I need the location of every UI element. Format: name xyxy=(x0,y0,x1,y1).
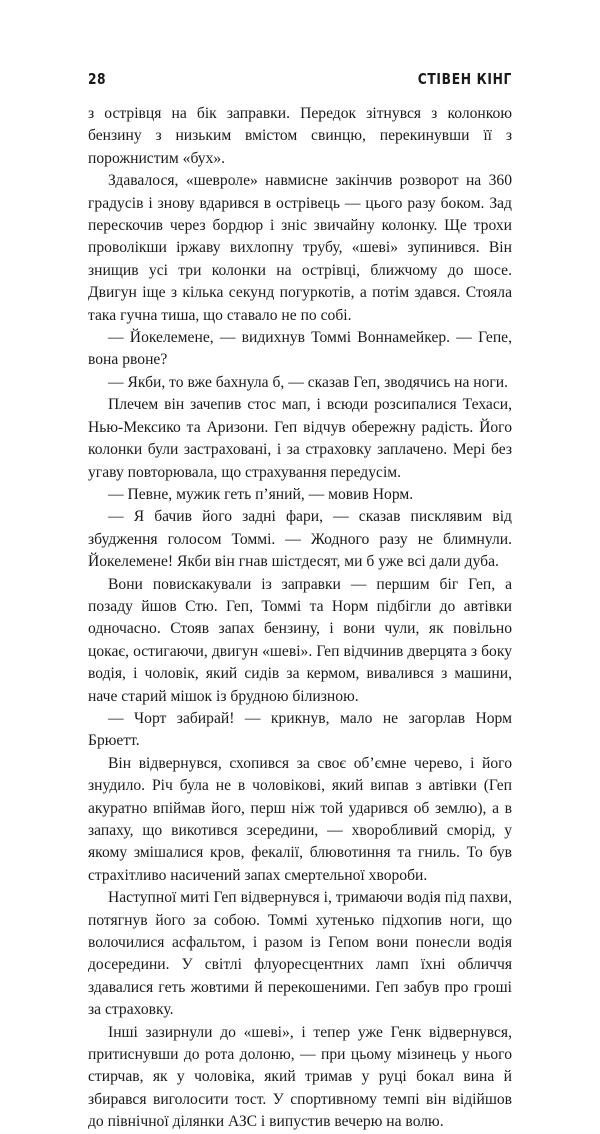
dialogue-line-3: — Певне, мужик геть п’яний, — мовив Норм. xyxy=(108,485,414,503)
dialogue-line-2: — Якби, то вже бахнула б, — сказав Геп, зводячись на ноги. xyxy=(108,373,509,391)
paragraph-1: з острівця на бік заправки. Передок зітнувся з колонкою бензину з низьким вмістом свинцю, перекинувши її з порожнистим «бух». xyxy=(88,105,512,167)
page-number: 28 xyxy=(88,70,106,88)
paragraph-4: Вони повискакували із заправки — першим біг Геп, а позаду йшов Стю. Геп, Томмі та Норм підбігли до автівки одночасно. Стояв запах бензину, і вони чули, як повільно цокає, остигаючи, двигун «шеві». Геп відчинив дверцята з боку водія, і чоловік, який сидів за кермом, вивалився з машини, наче старий мішок із брудною білизною. xyxy=(88,575,512,705)
running-head-author: СТІВЕН КІНГ xyxy=(417,70,512,88)
dialogue-line-5: — Чорт забирай! — крикнув, мало не загорлав Норм Брюетт. xyxy=(88,709,512,750)
paragraph-6: Наступної миті Геп відвернувся і, тримаючи водія під пахви, потягнув його за собою. Томмі хутенько підхопив ноги, що волочилися асфальтом, і разом із Гепом вони понесли водія досередини. У світлі флуоресцентних ламп їхні обличчя здавалися геть жовтими й перекошеними. Геп забув про гроші за страховку. xyxy=(88,889,512,1019)
dialogue-line-1: — Йокелемене, — видихнув Томмі Воннамейкер. — Гепе, вона рвоне? xyxy=(88,329,512,369)
dialogue-line-4: — Я бачив його задні фари, — сказав писклявим від збудження голосом Томмі. — Жодного разу не блимнули. Йокелемене! Якби він гнав шістдесят, ми б уже всі дали дуба. xyxy=(88,508,512,571)
page-body xyxy=(88,103,512,1134)
paragraph-2: Здавалося, «шевроле» навмисне закінчив розворот на 360 градусів і знову вдарився в острівець — цього разу боком. Зад перескочив через бордюр і зніс звичайну колонку. Ще трохи проволікши іржаву вихлопну трубу, «шеві» зупинився. Він знищив усі три колонки на острівці, ближчому до шосе. Двигун іще з кілька секунд погуркотів, а потім здався. Стояла така гучна тиша, що ставало не по собі. xyxy=(88,172,512,324)
paragraph-7: Інші зазирнули до «шеві», і тепер уже Генк відвернувся, притиснувши до рота долоню, — при цьому мізинець у нього стирчав, як у чоловіка, який тримав у руці бокал вина й збирався виголосити тост. У спортивному темпі він відійшов до північної ділянки АЗС і випустив вечерю на волю. xyxy=(88,1023,512,1131)
running-header xyxy=(88,70,512,92)
paragraph-5: Він відвернувся, схопився за своє об’ємне черево, і його знудило. Річ була не в чоловікові, який випав з автівки (Геп акуратно впіймав його, перш ніж той ударився об землю), а в запаху, що викотився зсередини, — хворобливий сморід, у якому змішалися кров, фекалії, блювотиння та гниль. То був страхітливо насичений запах смертельної хвороби. xyxy=(88,754,512,884)
paragraph-3: Плечем він зачепив стос мап, і всюди розсипалися Техаси, Нью-Мексико та Аризони. Геп відчув обережну радість. Його колонки були застраховані, і за страховку заплачено. Мері без угаву повторювала, що страхування передусім. xyxy=(88,396,512,481)
